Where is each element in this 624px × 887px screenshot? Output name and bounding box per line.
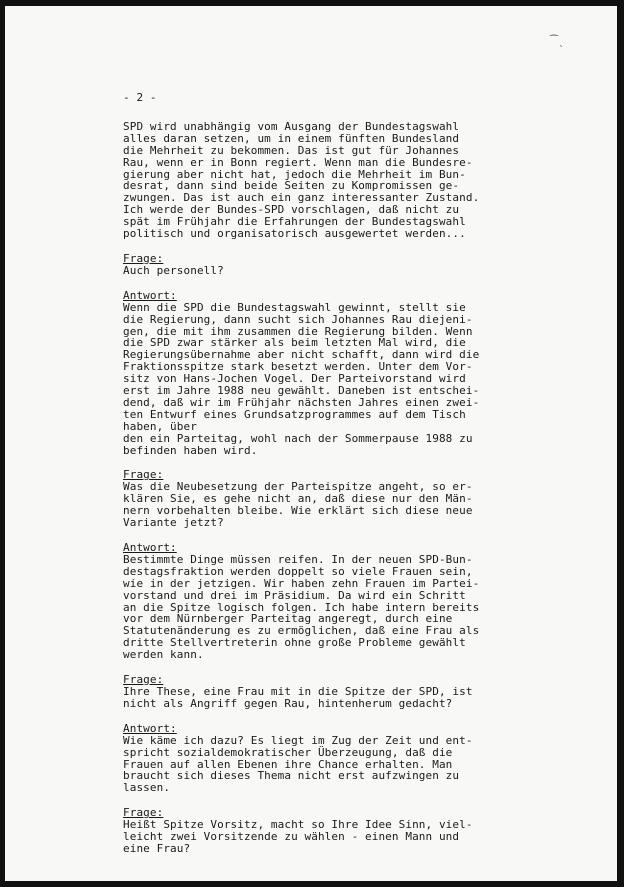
- paragraph: [123, 302, 508, 457]
- text-line: die Regierung, dann sucht sich Johannes Rau diejeni-: [123, 312, 473, 326]
- text-blocks: [123, 121, 508, 855]
- text-line: Statutenänderung es zu ermöglichen, daß eine Frau als: [123, 624, 480, 638]
- question-block: [123, 253, 508, 277]
- text-line: ten Entwurf eines Grundsatzprogrammes auf dem Tisch: [123, 407, 466, 421]
- text-line: Variante jetzt?: [123, 516, 224, 530]
- text-line: haben, über: [123, 419, 197, 433]
- text-line: politisch und organisatorisch ausgewertet werden...: [123, 227, 466, 241]
- text-line: alles daran setzen, um in einem fünften Bundesland: [123, 131, 460, 145]
- question-block: [123, 807, 508, 855]
- text-line: vor dem Nürnberger Parteitag angeregt, durch eine: [123, 612, 453, 626]
- text-line: Auch personell?: [123, 263, 224, 277]
- section-label: Antwort:: [123, 721, 177, 735]
- text-line: lassen.: [123, 781, 171, 795]
- text-line: zwungen. Das ist auch ein ganz interessanter Zustand.: [123, 191, 480, 205]
- section-label: Frage:: [123, 251, 164, 265]
- section-label: Frage:: [123, 806, 164, 820]
- paragraph: [123, 265, 508, 277]
- text-line: Frauen auf allen Ebenen ihre Chance erhalten. Man: [123, 757, 453, 771]
- text-line: leicht zwei Vorsitzende zu wählen - einen Mann und: [123, 830, 460, 844]
- scan-mark-icon: ⁀ˎ: [550, 36, 565, 47]
- text-line: Ich werde der Bundes-SPD vorschlagen, daß nicht zu: [123, 203, 460, 217]
- paragraph: [123, 735, 508, 795]
- text-line: nern vorbehalten bleibe. Wie erklärt sich diese neue: [123, 504, 473, 518]
- text-line: vorstand und drei im Präsidium. Da wird ein Schritt: [123, 588, 466, 602]
- text-line: werden kann.: [123, 648, 204, 662]
- text-line: dritte Stellvertreterin ohne große Probleme gewählt: [123, 636, 466, 650]
- text-line: Bestimmte Dinge müssen reifen. In der neuen SPD-Bun-: [123, 552, 473, 566]
- section-label: Frage:: [123, 468, 164, 482]
- text-line: Heißt Spitze Vorsitz, macht so Ihre Idee Sinn, viel-: [123, 818, 473, 832]
- paragraph: [123, 554, 508, 661]
- document-page: [5, 6, 617, 881]
- text-line: Was die Neubesetzung der Parteispitze angeht, so er-: [123, 480, 473, 494]
- text-line: sitz von Hans-Jochen Vogel. Der Parteivorstand wird: [123, 372, 466, 386]
- answer-block: [123, 290, 508, 457]
- text-line: dend, daß wir im Frühjahr nächsten Jahres einen zwei-: [123, 395, 480, 409]
- paragraph: [123, 481, 508, 529]
- question-block: [123, 674, 508, 710]
- text-line: Fraktionsspitze stark besetzt werden. Unter dem Vor-: [123, 360, 473, 374]
- text-line: destagsfraktion werden doppelt so viele Frauen sein,: [123, 564, 473, 578]
- answer-block: [123, 542, 508, 661]
- page-number: - 2 -: [123, 91, 157, 104]
- text-line: gierung aber nicht hat, jedoch die Mehrheit im Bun-: [123, 167, 466, 181]
- section-label: Frage:: [123, 673, 164, 687]
- text-line: braucht sich dieses Thema nicht erst aufzwingen zu: [123, 769, 460, 783]
- text-line: nicht als Angriff gegen Rau, hintenherum gedacht?: [123, 696, 453, 710]
- text-line: SPD wird unabhängig vom Ausgang der Bundestagswahl: [123, 119, 460, 133]
- text-line: Wenn die SPD die Bundestagswahl gewinnt, stellt sie: [123, 300, 466, 314]
- text-line: spricht sozialdemokratischer Überzeugung, daß die: [123, 745, 453, 759]
- text-line: die SPD zwar stärker als beim letzten Mal wird, die: [123, 336, 466, 350]
- paragraph: [123, 686, 508, 710]
- text-line: erst im Jahre 1988 neu gewählt. Daneben ist entschei-: [123, 384, 480, 398]
- text-line: Regierungsübernahme aber nicht schafft, dann wird die: [123, 348, 480, 362]
- section-label: Antwort:: [123, 541, 177, 554]
- text-line: Ihre These, eine Frau mit in die Spitze der SPD, ist: [123, 684, 473, 698]
- text-line: Rau, wenn er in Bonn regiert. Wenn man die Bundesre-: [123, 155, 473, 169]
- text-line: an die Spitze logisch folgen. Ich habe intern bereits: [123, 600, 480, 614]
- text-line: desrat, dann sind beide Seiten zu Kompromissen ge-: [123, 179, 460, 193]
- paragraph: [123, 121, 508, 240]
- document-body: [123, 92, 508, 855]
- text-line: wie in der jetzigen. Wir haben zehn Frauen im Partei-: [123, 576, 480, 590]
- text-line: eine Frau?: [123, 841, 191, 855]
- paragraph: [123, 819, 508, 855]
- text-line: befinden haben wird.: [123, 443, 258, 457]
- text-line: klären Sie, es gehe nicht an, daß diese nur den Män-: [123, 492, 473, 506]
- section-label: Antwort:: [123, 288, 177, 302]
- intro-paragraph: [123, 121, 508, 240]
- text-line: Wie käme ich dazu? Es liegt im Zug der Zeit und ent-: [123, 733, 473, 747]
- text-line: den ein Parteitag, wohl nach der Sommerpause 1988 zu: [123, 431, 473, 445]
- answer-block: [123, 723, 508, 794]
- question-block: [123, 469, 508, 529]
- text-line: die Mehrheit zu bekommen. Das ist gut für Johannes: [123, 143, 460, 157]
- text-line: gen, die mit ihm zusammen die Regierung bilden. Wenn: [123, 324, 473, 338]
- text-line: spät im Frühjahr die Erfahrungen der Bundestagswahl: [123, 215, 466, 229]
